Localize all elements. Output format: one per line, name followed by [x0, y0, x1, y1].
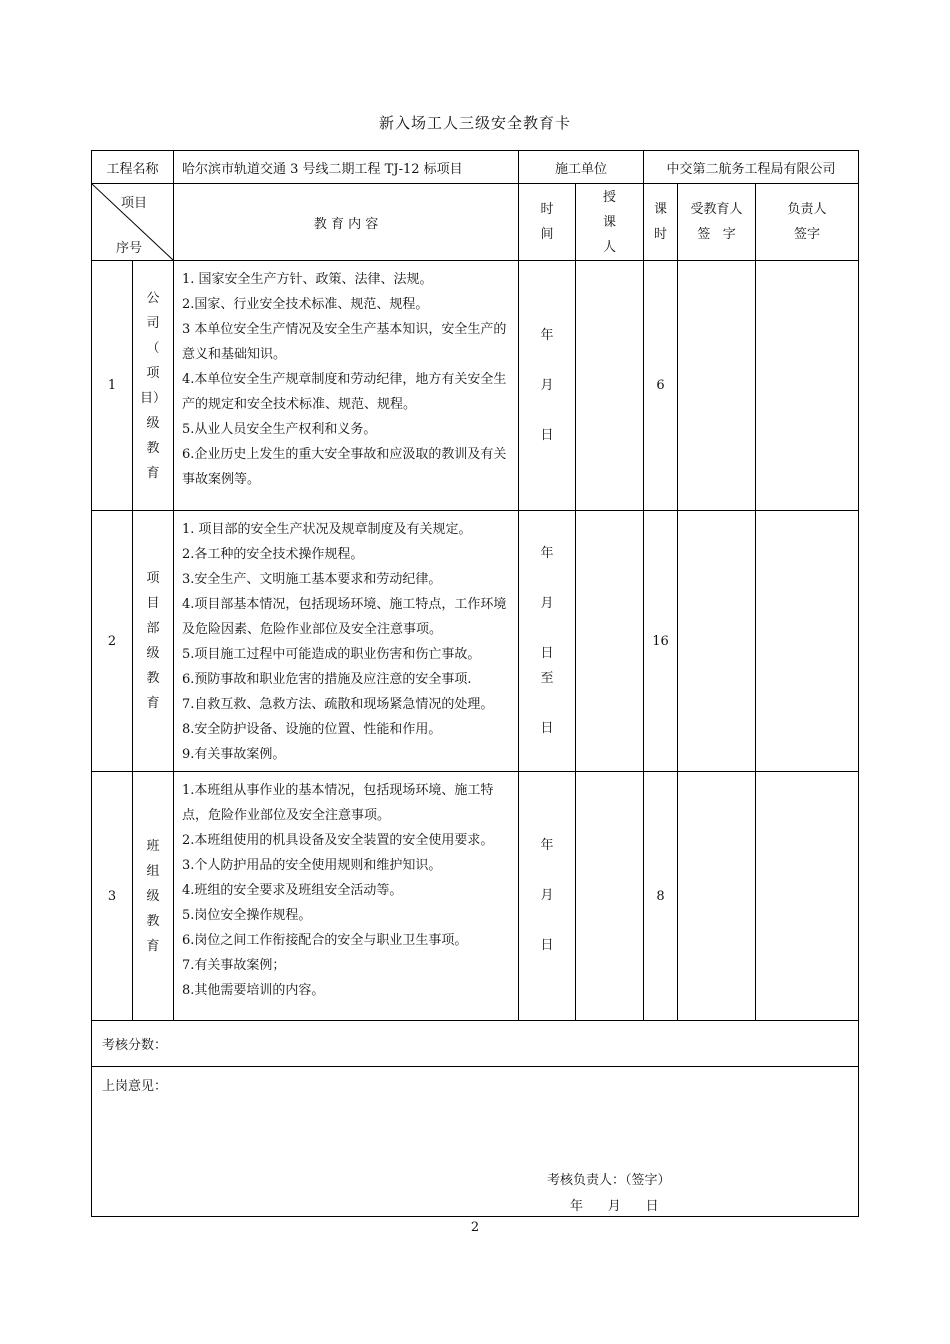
vertical-text-char: 签字 [794, 227, 821, 242]
vertical-text-char: 授 [603, 189, 617, 205]
vertical-text-char: 日 [540, 646, 554, 661]
vertical-text-char: 课 [603, 214, 617, 230]
content-item: 7.有关事故案例； [182, 958, 286, 973]
vertical-text-char: 至 [540, 671, 554, 686]
content-item: 4.本单位安全生产规章制度和劳动纪律，地方有关安全生产的规定和安全技术标准、规范、规程。 [182, 372, 507, 412]
vertical-text-char: 年 [540, 838, 554, 853]
vertical-text-char: 年 [540, 327, 554, 343]
score-row [92, 1021, 859, 1067]
vertical-text-char [545, 566, 549, 591]
vertical-text-char: 组 [146, 863, 160, 879]
content-item: 7.自救互救、急救方法、疏散和现场紧急情况的处理。 [182, 697, 494, 712]
project-name-label: 工程名称 [92, 151, 174, 184]
vertical-text-char: （ [146, 340, 160, 356]
vertical-text-char: 月 [540, 377, 554, 393]
vertical-text-char: 受教育人 [690, 202, 743, 217]
vertical-text-char: 月 [540, 596, 554, 611]
examiner-sign-label: 考核负责人：（签字） [547, 1173, 671, 1188]
content-item: 6.预防事故和职业危害的措施及应注意的安全事项. [182, 672, 472, 687]
construction-unit-label: 施工单位 [519, 151, 644, 184]
vertical-text-char: 年 [540, 546, 554, 561]
teacher-field[interactable] [576, 772, 644, 1021]
header-seq-label: 序号 [116, 241, 143, 256]
header-item-label: 项目 [121, 196, 148, 211]
table-row [92, 772, 859, 1021]
vertical-text-char: 班 [146, 838, 160, 854]
trainee-signature-field[interactable] [678, 772, 756, 1021]
vertical-text-char: 月 [540, 888, 554, 903]
hours-value: 16 [644, 511, 678, 772]
project-row [92, 151, 859, 184]
vertical-text-char: 时 [540, 202, 554, 217]
education-level [133, 834, 173, 959]
content-item: 1. 项目部的安全生产状况及规章制度及有关规定。 [182, 522, 472, 537]
date-field[interactable] [519, 311, 575, 461]
content-item: 4.项目部基本情况，包括现场环境、施工特点，工作环境及危险因素、危险作业部位及安全注意事项。 [182, 597, 507, 637]
vertical-text-char: 级 [146, 888, 160, 904]
content-item: 2.国家、行业安全技术标准、规范、规程。 [182, 297, 429, 312]
vertical-text-char: 教 [146, 671, 160, 686]
vertical-text-char: 间 [540, 227, 554, 242]
diagonal-header-cell [92, 184, 174, 261]
content-item: 6.岗位之间工作衔接配合的安全与职业卫生事项。 [182, 933, 468, 948]
content-item: 8.其他需要培训的内容。 [182, 983, 325, 998]
content-item: 3.个人防护用品的安全使用规则和维护知识。 [182, 858, 442, 873]
education-card-table [91, 150, 859, 1217]
teacher-field[interactable] [576, 261, 644, 511]
vertical-text-char: 日 [540, 721, 554, 736]
education-content [174, 261, 519, 511]
content-item: 3.安全生产、文明施工基本要求和劳动纪律。 [182, 572, 442, 587]
charge-signature-field[interactable] [756, 772, 859, 1021]
vertical-text-char: 负责人 [787, 202, 827, 217]
vertical-text-char: 公 [146, 290, 160, 306]
header-teacher [576, 185, 643, 260]
table-row [92, 511, 859, 772]
vertical-text-char [545, 691, 549, 716]
page-number: 2 [470, 1220, 480, 1235]
content-item: 2.本班组使用的机具设备及安全装置的安全使用要求。 [182, 833, 494, 848]
vertical-text-char: 目 [146, 596, 160, 611]
vertical-text-char: 教 [146, 913, 160, 929]
hours-value: 6 [644, 261, 678, 511]
vertical-text-char: 签 字 [697, 227, 736, 242]
content-item: 1. 国家安全生产方针、政策、法律、法规。 [182, 272, 433, 287]
date-field[interactable] [519, 541, 575, 741]
header-time [519, 197, 575, 247]
content-item: 9.有关事故案例。 [182, 747, 286, 762]
vertical-text-char [545, 616, 549, 641]
vertical-text-char: 司 [146, 315, 160, 331]
vertical-text-char: 育 [146, 938, 160, 954]
trainee-signature-field[interactable] [678, 511, 756, 772]
row-number: 1 [92, 261, 133, 511]
education-level [133, 566, 173, 716]
vertical-text-char: 课 [654, 202, 668, 217]
content-item: 5.项目施工过程中可能造成的职业伤害和伤亡事故。 [182, 647, 481, 662]
teacher-field[interactable] [576, 511, 644, 772]
charge-signature-field[interactable] [756, 511, 859, 772]
content-item: 3 本单位安全生产情况及安全生产基本知识，安全生产的意义和基础知识。 [182, 322, 507, 362]
hours-value: 8 [644, 772, 678, 1021]
content-item: 5.岗位安全操作规程。 [182, 908, 312, 923]
vertical-text-char: 项 [146, 365, 160, 381]
vertical-text-char: 日 [540, 938, 554, 953]
trainee-signature-field[interactable] [678, 261, 756, 511]
vertical-text-char: 部 [146, 621, 160, 636]
header-hours [644, 197, 677, 247]
header-content: 教 育 内 容 [174, 184, 519, 261]
page-title: 新入场工人三级安全教育卡 [378, 114, 571, 132]
education-level [133, 286, 173, 486]
vertical-text-char: 时 [654, 227, 668, 242]
date-field[interactable] [519, 821, 575, 971]
vertical-text-char: 人 [603, 239, 617, 255]
vertical-text-char: 育 [146, 465, 160, 481]
content-item: 4.班组的安全要求及班组安全活动等。 [182, 883, 403, 898]
content-item: 1.本班组从事作业的基本情况，包括现场环境、施工特点，危险作业部位及安全注意事项。 [182, 783, 494, 823]
content-item: 6.企业历史上发生的重大安全事故和应汲取的教训及有关事故案例等。 [182, 447, 507, 487]
opinion-row [92, 1067, 859, 1217]
charge-signature-field[interactable] [756, 261, 859, 511]
opinion-field[interactable] [92, 1067, 859, 1217]
vertical-text-char: 日 [540, 427, 554, 443]
column-header-row [92, 184, 859, 261]
examiner-sign-date[interactable]: 年 月 日 [570, 1199, 659, 1214]
score-field[interactable] [92, 1021, 859, 1067]
row-number: 3 [92, 772, 133, 1021]
row-number: 2 [92, 511, 133, 772]
education-content [174, 511, 519, 772]
vertical-text-char: 目） [140, 390, 167, 406]
vertical-text-char: 教 [146, 440, 160, 456]
project-name-value: 哈尔滨市轨道交通 3 号线二期工程 TJ-12 标项目 [174, 151, 519, 184]
table-row [92, 261, 859, 511]
header-charge-sign [756, 197, 858, 247]
content-item: 5.从业人员安全生产权利和义务。 [182, 422, 377, 437]
education-content [174, 772, 519, 1021]
content-item: 2.各工种的安全技术操作规程。 [182, 547, 364, 562]
vertical-text-char: 级 [146, 415, 160, 431]
vertical-text-char: 级 [146, 646, 160, 661]
vertical-text-char: 育 [146, 696, 160, 711]
opinion-label: 上岗意见： [102, 1079, 168, 1094]
header-trainee-sign [678, 197, 755, 247]
content-item: 8.安全防护设备、设施的位置、性能和作用。 [182, 722, 442, 737]
score-label: 考核分数： [102, 1038, 168, 1053]
vertical-text-char: 项 [146, 571, 160, 586]
construction-unit-value: 中交第二航务工程局有限公司 [644, 151, 859, 184]
